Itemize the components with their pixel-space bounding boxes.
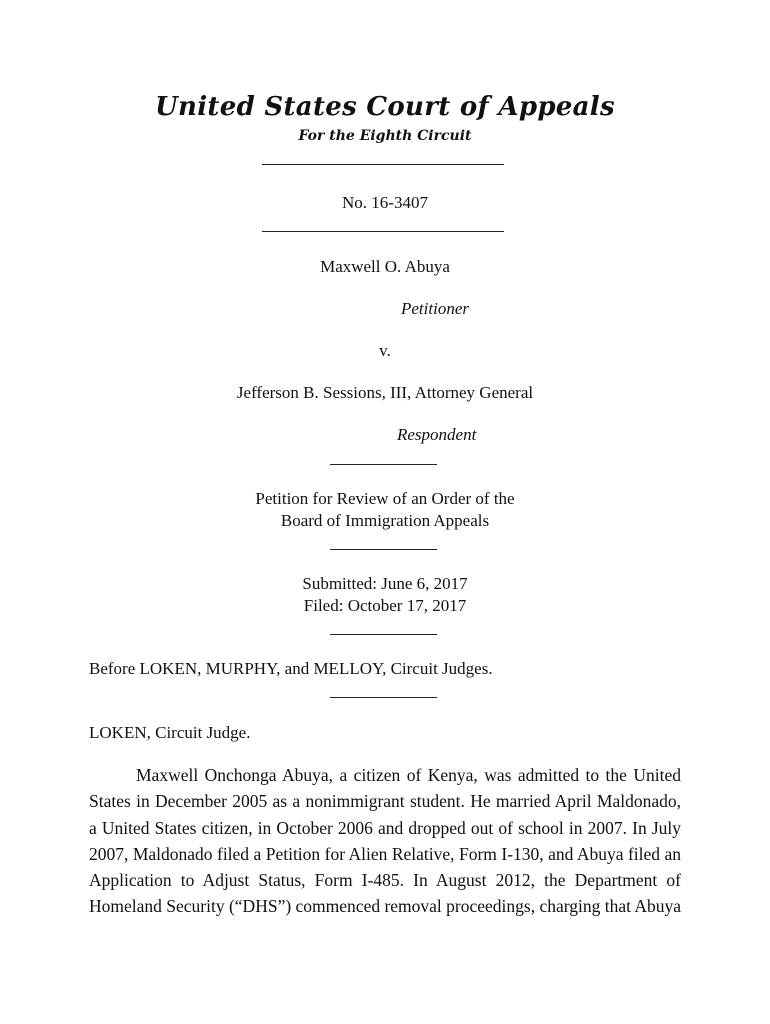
court-name: United States Court of Appeals	[155, 92, 615, 122]
opinion-paragraph	[89, 762, 681, 920]
divider	[262, 164, 504, 165]
respondent-name: Jefferson B. Sessions, III, Attorney General	[236, 383, 534, 402]
short-divider	[330, 549, 437, 550]
case-number: No. 16-3407	[342, 193, 428, 212]
opinion-line: Maxwell Onchonga Abuya, a citizen of Kenya, was admitted to the United	[136, 765, 681, 785]
proceeding-line-2: Board of Immigration Appeals	[280, 511, 490, 530]
opinion-line: Homeland Security (“DHS”) commenced removal proceedings, charging that Abuya	[89, 896, 681, 917]
author-line: LOKEN, Circuit Judge.	[89, 723, 251, 742]
opinion-line: a United States citizen, in October 2006 and dropped out of school in 2007. In July	[89, 817, 681, 838]
short-divider	[330, 697, 437, 698]
submitted-date: Submitted: June 6, 2017	[302, 574, 468, 593]
versus: v.	[379, 341, 391, 360]
opinion-line: Application to Adjust Status, Form I-485. In August 2012, the Department of	[89, 870, 681, 891]
respondent-role: Respondent	[397, 425, 477, 444]
short-divider	[330, 464, 437, 465]
short-divider	[330, 634, 437, 635]
panel-line: Before LOKEN, MURPHY, and MELLOY, Circuit Judges.	[89, 659, 493, 678]
proceeding-line-1: Petition for Review of an Order of the	[255, 489, 515, 508]
petitioner-name: Maxwell O. Abuya	[320, 257, 450, 276]
opinion-line: 2007, Maldonado filed a Petition for Alien Relative, Form I-130, and Abuya filed an	[89, 843, 681, 864]
circuit-name: For the Eighth Circuit	[298, 128, 472, 144]
divider	[262, 231, 504, 232]
filed-date: Filed: October 17, 2017	[303, 596, 467, 615]
opinion-line: States in December 2005 as a nonimmigrant student. He married April Maldonado,	[89, 791, 681, 812]
petitioner-role: Petitioner	[401, 299, 469, 318]
